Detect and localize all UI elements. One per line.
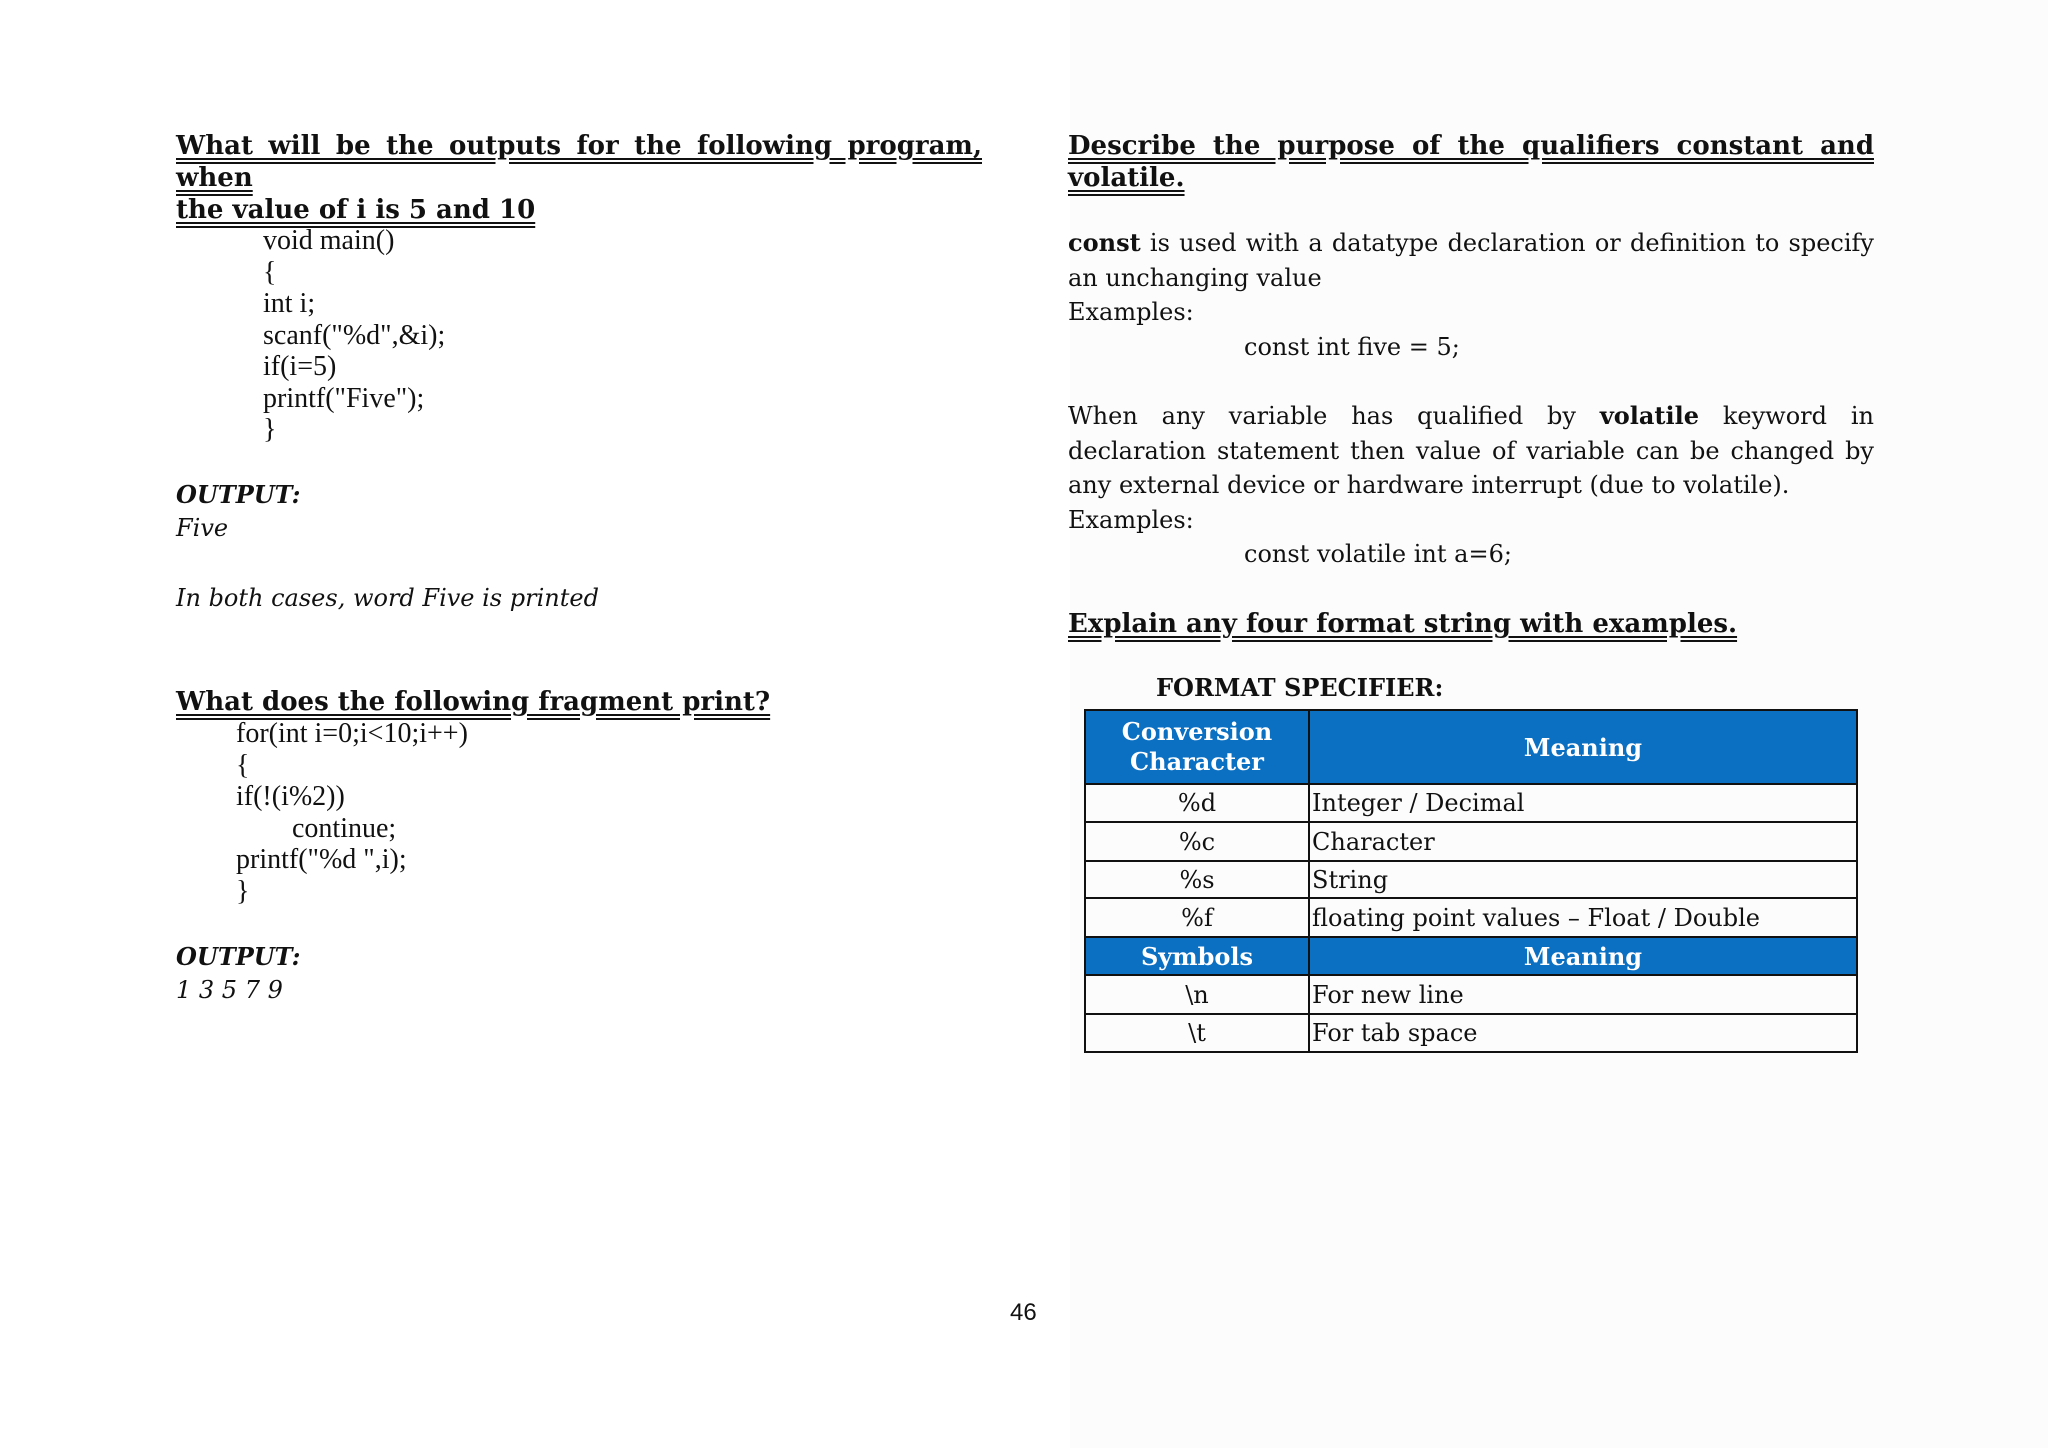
q2-code-block <box>236 718 468 907</box>
q3-volatile-paragraph <box>1068 399 1874 572</box>
code-line: scanf("%d",&i); <box>263 319 446 351</box>
table-row <box>1085 975 1857 1014</box>
symbol-cell: %d <box>1085 784 1309 822</box>
page-number: 46 <box>1010 1299 1037 1326</box>
code-line: } <box>236 875 250 907</box>
q2-heading: What does the following fragment print? <box>176 687 771 717</box>
examples-label: Examples: <box>1068 298 1194 326</box>
volatile-pre: When any variable has qualified by <box>1068 402 1600 430</box>
meaning-cell: Character <box>1309 822 1857 861</box>
q2-output-label: OUTPUT: <box>176 942 301 971</box>
q3-heading-line2: volatile. <box>1068 163 1185 193</box>
volatile-line3: any external device or hardware interrupt (due to volatile). <box>1068 471 1790 499</box>
header-symbols: Symbols <box>1085 937 1309 975</box>
q1-note: In both cases, word Five is printed <box>176 584 599 612</box>
header-meaning: Meaning <box>1309 937 1857 975</box>
code-line: printf("Five"); <box>263 382 425 414</box>
code-line: continue; <box>236 812 397 844</box>
volatile-line1 <box>1068 399 1874 434</box>
header-conversion-character <box>1085 710 1309 784</box>
q2-heading-wrap <box>176 686 770 718</box>
symbol-cell: \n <box>1085 975 1309 1014</box>
code-line: void main() <box>263 225 395 256</box>
const-example: const int five = 5; <box>1244 332 1460 361</box>
table-row <box>1085 1014 1857 1052</box>
volatile-post: keyword in <box>1699 402 1874 430</box>
code-line: { <box>263 256 277 288</box>
q1-output-value: Five <box>176 514 229 542</box>
q3-const-paragraph <box>1068 226 1874 364</box>
table-row <box>1085 822 1857 861</box>
header-line: Character <box>1130 747 1264 776</box>
q1-output-label: OUTPUT: <box>176 480 301 509</box>
code-line: } <box>263 414 277 445</box>
header-meaning: Meaning <box>1309 710 1857 784</box>
code-line: { <box>236 749 250 781</box>
q3-heading <box>1068 130 1874 194</box>
const-text: is used with a datatype declaration or definition to specify <box>1140 229 1874 257</box>
q4-heading: Explain any four format string with examples. <box>1068 609 1738 639</box>
const-line1 <box>1068 226 1874 261</box>
q3-heading-line1: Describe the purpose of the qualifiers constant and <box>1068 131 1874 161</box>
meaning-cell: Integer / Decimal <box>1309 784 1857 822</box>
meaning-cell: For tab space <box>1309 1014 1857 1052</box>
q1-heading-line1: What will be the outputs for the following program, when <box>176 131 982 193</box>
symbol-cell: %s <box>1085 861 1309 898</box>
meaning-cell: String <box>1309 861 1857 898</box>
q1-heading <box>176 130 982 226</box>
code-line: for(int i=0;i<10;i++) <box>236 718 468 749</box>
table-title: FORMAT SPECIFIER: <box>1156 673 1444 702</box>
table-row <box>1085 861 1857 898</box>
symbol-cell: %c <box>1085 822 1309 861</box>
q1-heading-line2: the value of i is 5 and 10 <box>176 195 536 225</box>
const-line2: an unchanging value <box>1068 263 1322 292</box>
symbol-cell: \t <box>1085 1014 1309 1052</box>
table-header-row <box>1085 710 1857 784</box>
q4-heading-wrap <box>1068 608 1737 640</box>
meaning-cell: floating point values – Float / Double <box>1309 898 1857 937</box>
meaning-cell: For new line <box>1309 975 1857 1014</box>
table-row <box>1085 784 1857 822</box>
header-line: Conversion <box>1121 717 1273 746</box>
const-keyword: const <box>1068 228 1141 257</box>
volatile-keyword: volatile <box>1599 401 1700 430</box>
code-line: if(!(i%2)) <box>236 781 345 812</box>
code-line: printf("%d ",i); <box>236 844 407 875</box>
table-row <box>1085 898 1857 937</box>
examples-label: Examples: <box>1068 505 1194 534</box>
code-line: if(i=5) <box>263 351 337 382</box>
code-line: int i; <box>263 288 316 319</box>
volatile-example: const volatile int a=6; <box>1244 540 1512 568</box>
q2-output-value: 1 3 5 7 9 <box>176 976 283 1004</box>
format-specifier-table <box>1084 709 1858 1053</box>
volatile-line2: declaration statement then value of variable can be changed by <box>1068 436 1874 465</box>
table-subheader-row <box>1085 937 1857 975</box>
q1-code-block <box>263 225 445 446</box>
symbol-cell: %f <box>1085 898 1309 937</box>
